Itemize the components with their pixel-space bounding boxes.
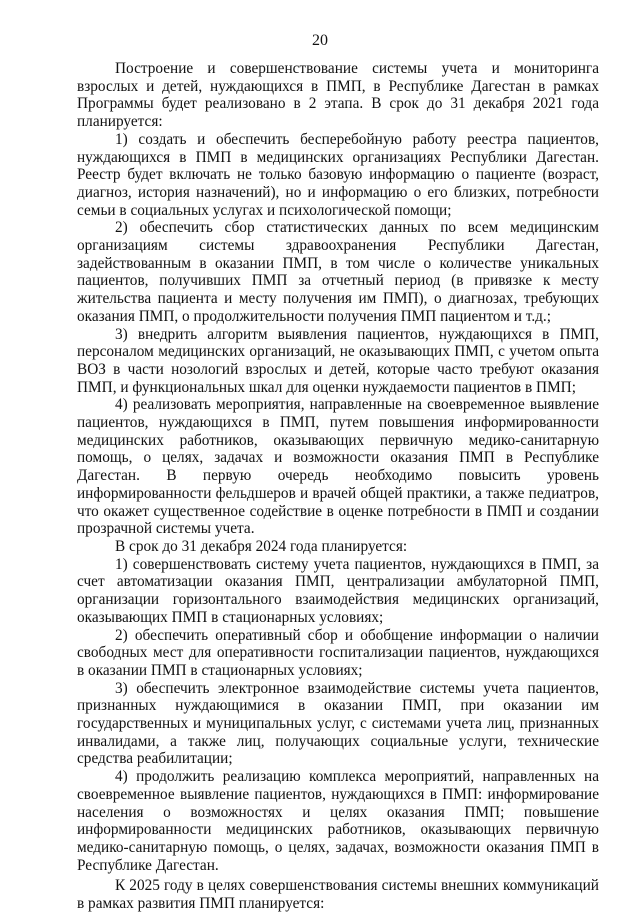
- paragraph-item-3: 3) внедрить алгоритм выявления пациентов, нуждающихся в ПМП, персоналом медицинских организаций, не оказывающих ПМП, с учетом опыта ВОЗ в части нозологий взрослых и детей, которые часто требуют оказания ПМП, и функциональных шкал для оценки нуждаемости пациентов в ПМП;: [77, 325, 599, 396]
- paragraph-stage-2-item-3: 3) обеспечить электронное взаимодействие системы учета пациентов, признанных нуждающимися в оказании ПМП, при оказании им государственных и муниципальных услуг, с системами учета лиц, признанных инвалидами, а также лиц, получающих социальные услуги, технические средства реабилитации;: [77, 679, 599, 768]
- paragraph-item-4: 4) реализовать мероприятия, направленные на своевременное выявление пациентов, нуждающихся в ПМП, путем повышения информированности медицинских работников, оказывающих первичную медико-санитарную помощь, о целях, задачах и возможности оказания ПМП в Республике Дагестан. В первую очередь необходимо повысить уровень информированности фельдшеров и врачей общей практики, а также педиатров, что окажет существенное содействие в оценке потребности в ПМП и создании прозрачной системы учета.: [77, 396, 599, 538]
- page-number: 20: [312, 32, 328, 49]
- paragraph-intro: Построение и совершенствование системы учета и мониторинга взрослых и детей, нуждающихся в ПМП, в Республике Дагестан в рамках Программы будет реализовано в 2 этапа. В срок до 31 декабря 2021 года планируется:: [77, 60, 599, 131]
- document-body: [77, 60, 599, 913]
- paragraph-2025-plan: К 2025 году в целях совершенствования системы внешних коммуникаций в рамках развития ПМП планируется:: [77, 877, 599, 913]
- paragraph-stage-2-item-2: 2) обеспечить оперативный сбор и обобщение информации о наличии свободных мест для оперативности госпитализации пациентов, нуждающихся в оказании ПМП в стационарных условиях;: [77, 626, 599, 679]
- paragraph-stage-2-item-4: 4) продолжить реализацию комплекса мероприятий, направленных на своевременное выявление пациентов, нуждающихся в ПМП: информирование населения о возможностях и целях оказания ПМП; повышение информированности медицинских работников, оказывающих первичную медико-санитарную помощь, о целях, задачах, возможности оказания ПМП в Республике Дагестан.: [77, 768, 599, 874]
- paragraph-stage-2-item-1: 1) совершенствовать систему учета пациентов, нуждающихся в ПМП, за счет автоматизации оказания ПМП, централизации амбулаторной ПМП, организации горизонтального взаимодействия медицинских организаций, оказывающих ПМП в стационарных условиях;: [77, 555, 599, 626]
- paragraph-stage-2-heading: В срок до 31 декабря 2024 года планируется:: [115, 537, 408, 555]
- paragraph-item-1: 1) создать и обеспечить бесперебойную работу реестра пациентов, нуждающихся в ПМП в медицинских организациях Республики Дагестан. Реестр будет включать не только базовую информацию о пациенте (возраст, диагноз, история назначений), но и информацию о его близких, потребности семьи в социальных услугах и психологической помощи;: [77, 130, 599, 219]
- paragraph-item-2: 2) обеспечить сбор статистических данных по всем медицинским организациям системы здравоохранения Республики Дагестан, задействованным в оказании ПМП, в том числе о количестве уникальных пациентов, получивших ПМП за отчетный период (в привязке к месту жительства пациента и месту получения им ПМП), о диагнозах, требующих оказания ПМП, о продолжительности получения ПМП пациентом и т.д.;: [77, 219, 599, 325]
